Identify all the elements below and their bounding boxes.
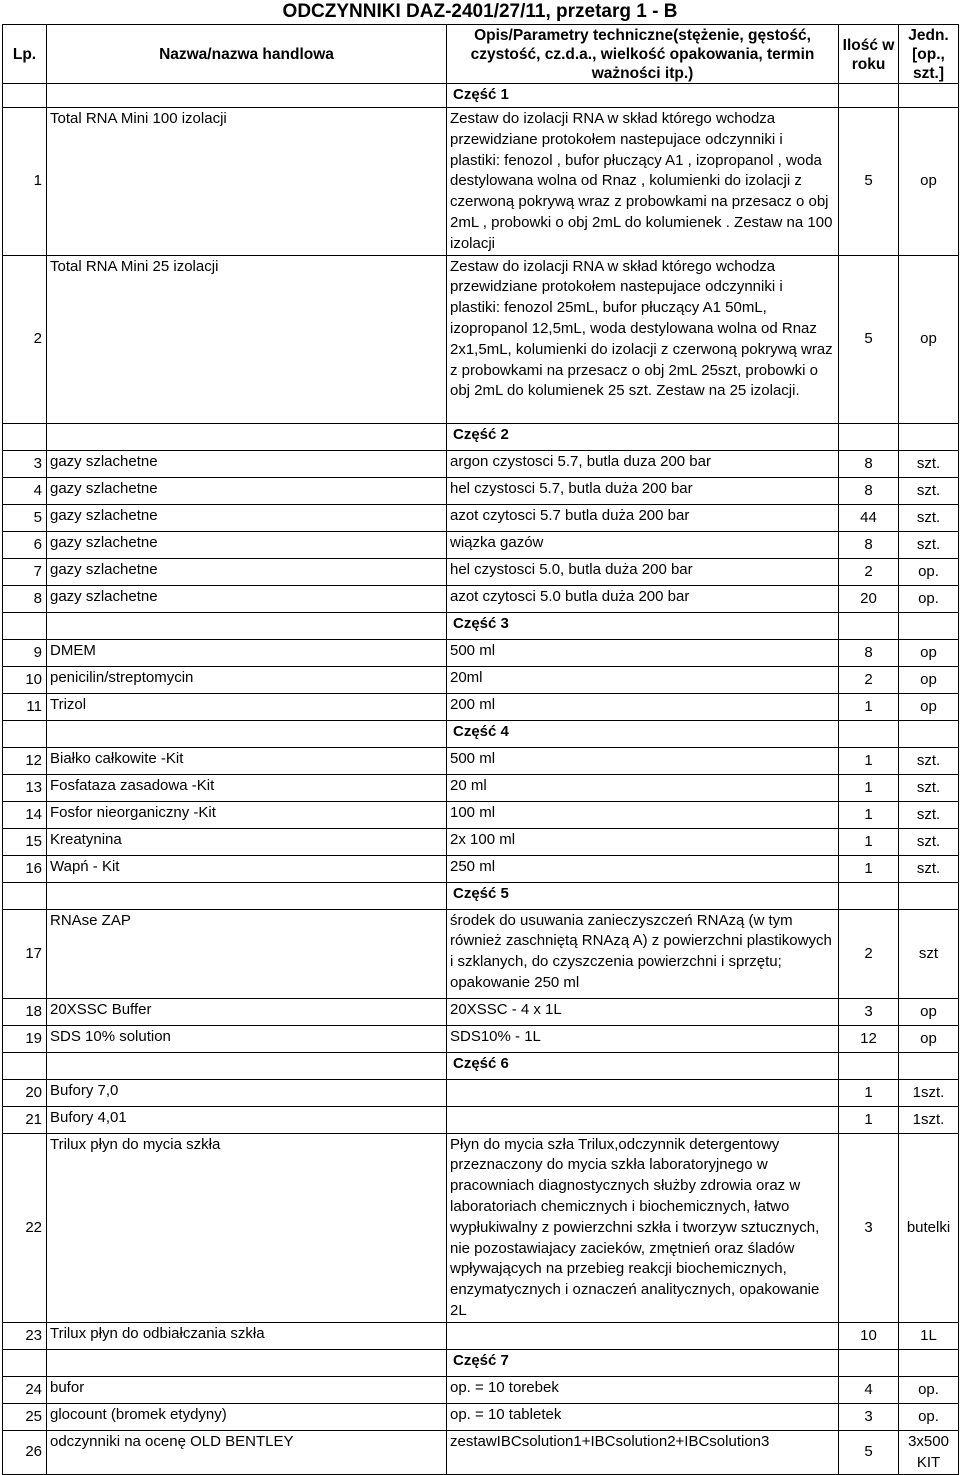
- row-quantity: 12: [839, 1025, 899, 1052]
- row-description: [447, 1322, 839, 1349]
- row-description: azot czytosci 5.7 butla duża 200 bar: [447, 504, 839, 531]
- row-description: hel czystosci 5.0, butla duża 200 bar: [447, 558, 839, 585]
- row-description: Zestaw do izolacji RNA w skład którego wchodza przewidziane protokołem nastepujace odczynniki i plastiki: fenozol 25mL, bufor płuczący A1 50mL, izopropanol 12,5mL, woda destylowana wolna od Rnaz 2x1,5mL, kolumienki do izolacji z czerwoną pokrywą wraz z probowkami na przesacz o obj 2mL 25szt, probowki o obj 2mL do kolumienek 25 szt. Zestaw na 25 izolacji.: [447, 255, 839, 423]
- row-unit: 3x500 KIT: [899, 1430, 959, 1474]
- row-quantity: 5: [839, 1430, 899, 1474]
- table-row: [3, 558, 959, 585]
- row-lp: 1: [3, 108, 47, 256]
- row-name: Trilux płyn do mycia szkła: [47, 1133, 447, 1322]
- row-name: gazy szlachetne: [47, 585, 447, 612]
- row-description: [447, 1079, 839, 1106]
- row-lp: 26: [3, 1430, 47, 1474]
- row-name: glocount (bromek etydyny): [47, 1403, 447, 1430]
- row-description: środek do usuwania zanieczyszczeń RNAzą (w tym również zaschniętą RNAzą A) z powierzchni plastikowych i szklanych, do czyszczenia powierzchni i sprzętu; opakowanie 250 ml: [447, 909, 839, 998]
- row-description: op. = 10 torebek: [447, 1376, 839, 1403]
- row-lp: 2: [3, 255, 47, 423]
- part-row: [3, 612, 959, 639]
- row-unit: szt: [899, 909, 959, 998]
- row-lp: 25: [3, 1403, 47, 1430]
- row-name: gazy szlachetne: [47, 450, 447, 477]
- row-description: 100 ml: [447, 801, 839, 828]
- part-row: [3, 720, 959, 747]
- row-unit: op: [899, 255, 959, 423]
- row-description: SDS10% - 1L: [447, 1025, 839, 1052]
- row-lp: 18: [3, 998, 47, 1025]
- row-quantity: 1: [839, 1079, 899, 1106]
- table-header-row: [3, 25, 959, 84]
- row-quantity: 8: [839, 450, 899, 477]
- table-row: [3, 450, 959, 477]
- row-description: wiązka gazów: [447, 531, 839, 558]
- table-row: [3, 255, 959, 423]
- row-lp: 12: [3, 747, 47, 774]
- document-title: ODCZYNNIKI DAZ-2401/27/11, przetarg 1 - B: [282, 1, 678, 22]
- row-description: hel czystosci 5.7, butla duża 200 bar: [447, 477, 839, 504]
- row-lp: 23: [3, 1322, 47, 1349]
- row-lp: 21: [3, 1106, 47, 1133]
- header-lp: Lp.: [3, 25, 47, 84]
- row-unit: butelki: [899, 1133, 959, 1322]
- row-lp: 8: [3, 585, 47, 612]
- row-quantity: 1: [839, 1106, 899, 1133]
- table-row: [3, 1025, 959, 1052]
- row-lp: 14: [3, 801, 47, 828]
- row-name: Bufory 7,0: [47, 1079, 447, 1106]
- table-row: [3, 639, 959, 666]
- row-lp: 11: [3, 693, 47, 720]
- table-row: [3, 1376, 959, 1403]
- row-description: 200 ml: [447, 693, 839, 720]
- row-quantity: 1: [839, 828, 899, 855]
- row-unit: szt.: [899, 450, 959, 477]
- row-unit: op: [899, 998, 959, 1025]
- table-row: [3, 531, 959, 558]
- table-row: [3, 693, 959, 720]
- row-name: odczynniki na ocenę OLD BENTLEY: [47, 1430, 447, 1474]
- row-quantity: 5: [839, 255, 899, 423]
- table-row: [3, 1079, 959, 1106]
- row-unit: 1L: [899, 1322, 959, 1349]
- row-quantity: 3: [839, 1133, 899, 1322]
- table-row: [3, 1106, 959, 1133]
- table-row: [3, 1403, 959, 1430]
- row-name: gazy szlachetne: [47, 531, 447, 558]
- row-description: op. = 10 tabletek: [447, 1403, 839, 1430]
- table-row: [3, 1133, 959, 1322]
- row-description: Płyn do mycia szła Trilux,odczynnik detergentowy przeznaczony do mycia szkła laboratoryjnego w pracowniach diagnostycznych służby zdrowia oraz w laboratoriach chemicznych i biochemicznych, łatwo wypłukiwalny z powierzchni szkła i tworzyw sztucznych, nie pozostawiajacy zacieków, zmętnień oraz śladów wpływających na przebieg reakcji biochemicznych, enzymatycznych i oznaczeń analitycznych, opakowanie 2L: [447, 1133, 839, 1322]
- row-lp: 4: [3, 477, 47, 504]
- row-description: 20ml: [447, 666, 839, 693]
- part-row: [3, 882, 959, 909]
- row-name: Total RNA Mini 25 izolacji: [47, 255, 447, 423]
- part-row: [3, 1349, 959, 1376]
- table-row: [3, 585, 959, 612]
- row-quantity: 8: [839, 531, 899, 558]
- part-label: Część 1: [447, 84, 839, 108]
- row-lp: 9: [3, 639, 47, 666]
- row-lp: 5: [3, 504, 47, 531]
- row-name: gazy szlachetne: [47, 504, 447, 531]
- row-quantity: 8: [839, 639, 899, 666]
- table-row: [3, 1322, 959, 1349]
- row-unit: op: [899, 639, 959, 666]
- row-unit: op: [899, 108, 959, 256]
- row-unit: szt.: [899, 504, 959, 531]
- row-lp: 15: [3, 828, 47, 855]
- part-label: Część 2: [447, 423, 839, 450]
- row-name: Total RNA Mini 100 izolacji: [47, 108, 447, 256]
- row-lp: 24: [3, 1376, 47, 1403]
- row-name: Bufory 4,01: [47, 1106, 447, 1133]
- row-quantity: 2: [839, 666, 899, 693]
- part-label: Część 5: [447, 882, 839, 909]
- row-quantity: 8: [839, 477, 899, 504]
- header-quantity: Ilość w roku: [839, 25, 899, 84]
- row-quantity: 44: [839, 504, 899, 531]
- table-row: [3, 828, 959, 855]
- table-row: [3, 747, 959, 774]
- row-description: 20XSSC - 4 x 1L: [447, 998, 839, 1025]
- row-unit: 1szt.: [899, 1106, 959, 1133]
- row-lp: 16: [3, 855, 47, 882]
- table-row: [3, 666, 959, 693]
- row-unit: szt.: [899, 801, 959, 828]
- row-name: Fosfataza zasadowa -Kit: [47, 774, 447, 801]
- row-name: SDS 10% solution: [47, 1025, 447, 1052]
- row-name: gazy szlachetne: [47, 477, 447, 504]
- reagents-table: [2, 24, 959, 1475]
- row-name: gazy szlachetne: [47, 558, 447, 585]
- part-label: Część 4: [447, 720, 839, 747]
- row-quantity: 3: [839, 998, 899, 1025]
- row-name: Białko całkowite -Kit: [47, 747, 447, 774]
- table-row: [3, 774, 959, 801]
- row-unit: szt.: [899, 477, 959, 504]
- row-description: azot czytosci 5.0 butla duża 200 bar: [447, 585, 839, 612]
- row-quantity: 1: [839, 801, 899, 828]
- row-unit: op.: [899, 1376, 959, 1403]
- row-name: Kreatynina: [47, 828, 447, 855]
- row-name: RNAse ZAP: [47, 909, 447, 998]
- row-unit: op.: [899, 558, 959, 585]
- header-name: Nazwa/nazwa handlowa: [47, 25, 447, 84]
- row-unit: szt.: [899, 531, 959, 558]
- row-quantity: 1: [839, 774, 899, 801]
- row-name: 20XSSC Buffer: [47, 998, 447, 1025]
- table-row: [3, 477, 959, 504]
- row-quantity: 2: [839, 558, 899, 585]
- row-lp: 19: [3, 1025, 47, 1052]
- row-unit: op.: [899, 1403, 959, 1430]
- row-quantity: 5: [839, 108, 899, 256]
- row-lp: 20: [3, 1079, 47, 1106]
- part-row: [3, 423, 959, 450]
- table-row: [3, 998, 959, 1025]
- row-quantity: 3: [839, 1403, 899, 1430]
- row-lp: 17: [3, 909, 47, 998]
- header-unit: Jedn. [op., szt.]: [899, 25, 959, 84]
- row-description: argon czystosci 5.7, butla duza 200 bar: [447, 450, 839, 477]
- row-unit: 1szt.: [899, 1079, 959, 1106]
- table-row: [3, 504, 959, 531]
- row-lp: 13: [3, 774, 47, 801]
- row-description: 250 ml: [447, 855, 839, 882]
- row-description: 500 ml: [447, 747, 839, 774]
- part-label: Część 3: [447, 612, 839, 639]
- row-quantity: 2: [839, 909, 899, 998]
- table-row: [3, 1430, 959, 1474]
- row-unit: op.: [899, 585, 959, 612]
- row-description: 500 ml: [447, 639, 839, 666]
- row-lp: 10: [3, 666, 47, 693]
- row-unit: szt.: [899, 855, 959, 882]
- table-row: [3, 801, 959, 828]
- row-name: bufor: [47, 1376, 447, 1403]
- table-row: [3, 855, 959, 882]
- row-unit: op: [899, 1025, 959, 1052]
- row-quantity: 10: [839, 1322, 899, 1349]
- row-name: Trilux płyn do odbiałczania szkła: [47, 1322, 447, 1349]
- row-description: zestawIBCsolution1+IBCsolution2+IBCsolution3: [447, 1430, 839, 1474]
- row-name: penicilin/streptomycin: [47, 666, 447, 693]
- row-description: 2x 100 ml: [447, 828, 839, 855]
- row-quantity: 1: [839, 747, 899, 774]
- header-description: Opis/Parametry techniczne(stężenie, gęstość, czystość, cz.d.a., wielkość opakowania, termin ważności itp.): [447, 25, 839, 84]
- row-unit: op: [899, 666, 959, 693]
- row-quantity: 1: [839, 855, 899, 882]
- row-quantity: 4: [839, 1376, 899, 1403]
- row-name: Wapń - Kit: [47, 855, 447, 882]
- row-unit: op: [899, 693, 959, 720]
- part-row: [3, 84, 959, 108]
- row-lp: 7: [3, 558, 47, 585]
- row-quantity: 1: [839, 693, 899, 720]
- row-description: Zestaw do izolacji RNA w skład którego wchodza przewidziane protokołem nastepujace odczynniki i plastiki: fenozol , bufor płuczący A1 , izopropanol , woda destylowana wolna od Rnaz , kolumienki do izolacji z czerwoną pokrywą wraz z probowkami na przesacz o obj 2mL , probowki o obj 2mL do kolumienek . Zestaw na 100 izolacji: [447, 108, 839, 256]
- part-label: Część 6: [447, 1052, 839, 1079]
- row-unit: szt.: [899, 774, 959, 801]
- table-row: [3, 909, 959, 998]
- row-unit: szt.: [899, 747, 959, 774]
- row-lp: 3: [3, 450, 47, 477]
- row-lp: 22: [3, 1133, 47, 1322]
- row-name: Fosfor nieorganiczny -Kit: [47, 801, 447, 828]
- part-label: Część 7: [447, 1349, 839, 1376]
- row-quantity: 20: [839, 585, 899, 612]
- row-lp: 6: [3, 531, 47, 558]
- row-name: DMEM: [47, 639, 447, 666]
- row-description: [447, 1106, 839, 1133]
- row-name: Trizol: [47, 693, 447, 720]
- part-row: [3, 1052, 959, 1079]
- table-row: [3, 108, 959, 256]
- row-description: 20 ml: [447, 774, 839, 801]
- row-unit: szt.: [899, 828, 959, 855]
